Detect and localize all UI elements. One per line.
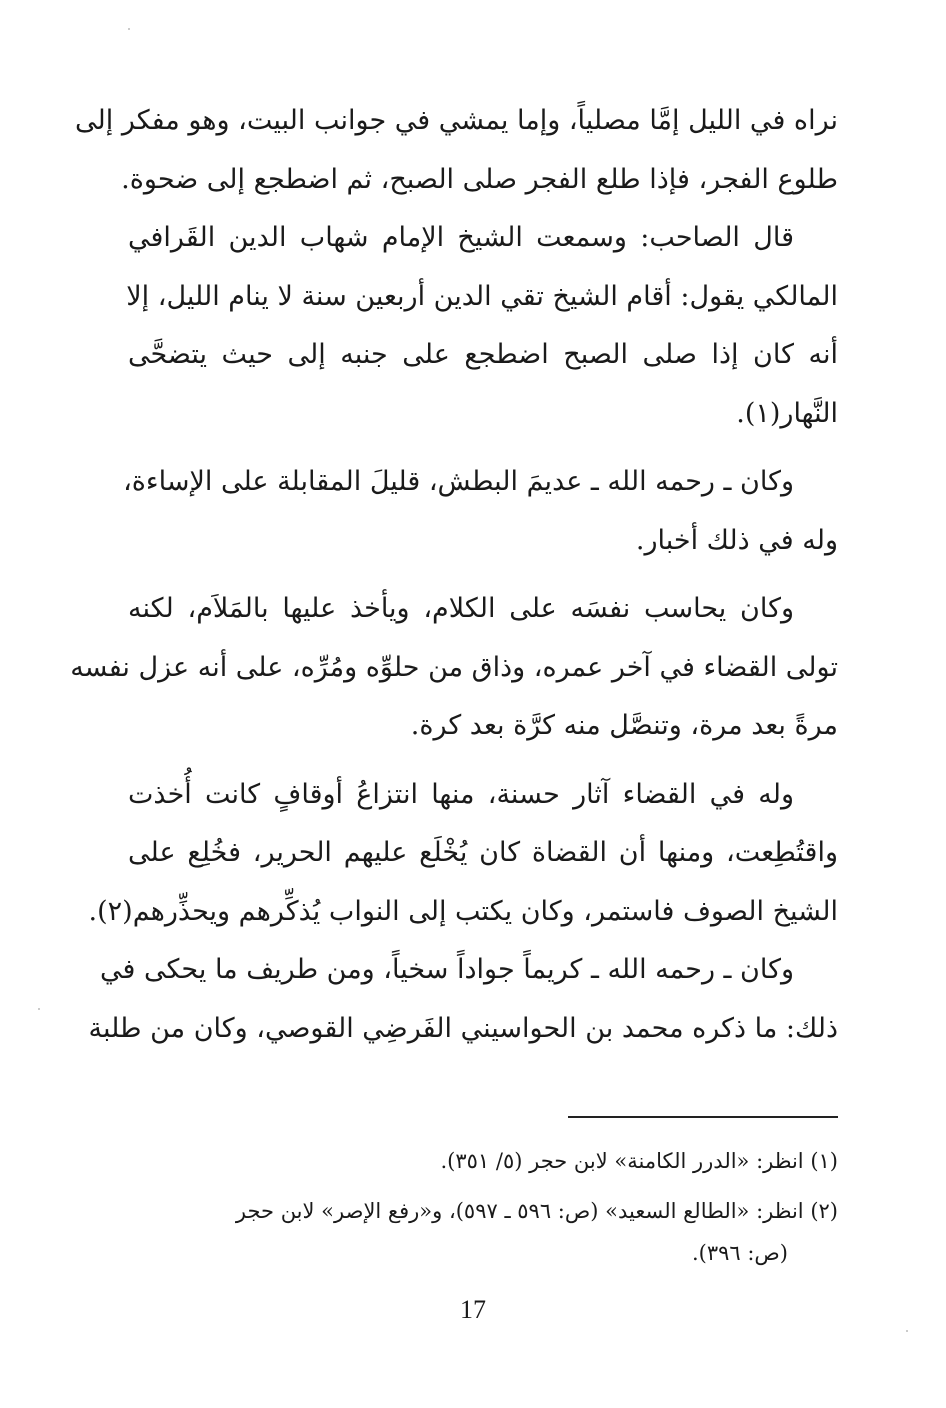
text-line: الشيخ الصوف فاستمر، وكان يكتب إلى النواب يُذكِّرهم ويحذِّرهم(٢). (88, 895, 838, 927)
footnotes (128, 1140, 838, 1274)
main-text (70, 92, 838, 1058)
text-line: وله في ذلك أخبار. (635, 524, 838, 556)
text-line: وله في القضاء آثار حسنة، منها انتزاعُ أوقافٍ كانت أُخذت (128, 778, 794, 810)
scan-speck (128, 28, 130, 30)
paragraph-6 (88, 941, 838, 1058)
page-number: 17 (460, 1295, 486, 1324)
paragraph-1 (75, 92, 838, 209)
paragraph-3 (123, 453, 838, 570)
footnote-2: (٢) انظر: «الطالع السعيد» (ص: ٥٩٦ ـ ٥٩٧)، و«رفع الإصر» لابن حجر (235, 1199, 838, 1223)
text-line: وكان ـ رحمه الله ـ كريماً جواداً سخياً، ومن طريف ما يحكى في (100, 954, 794, 985)
text-line: وكان يحاسب نفسَه على الكلام، ويأخذ عليها بالمَلاَم، لكنه (128, 593, 794, 624)
paragraph-2 (128, 209, 838, 443)
paragraph-4 (70, 580, 838, 756)
text-line: النَّهار(١). (736, 397, 838, 429)
text-line: أنه كان إذا صلى الصبح اضطجع على جنبه إلى حيث يتضحَّى (128, 339, 838, 370)
text-line: قال الصاحب: وسمعت الشيخ الإمام شهاب الدين القَرافي (128, 222, 794, 253)
text-line: تولى القضاء في آخر عمره، وذاق من حلوِّه ومُرِّه، على أنه عزل نفسه (70, 651, 838, 683)
scan-speck (906, 1330, 908, 1332)
footnote-separator (568, 1116, 838, 1118)
scan-speck (38, 1008, 40, 1010)
text-line: مرةً بعد مرة، وتنصَّل منه كرَّة بعد كرة. (410, 710, 838, 741)
footnote-1: (١) انظر: «الدرر الكامنة» لابن حجر (٥/ ٣٥١). (440, 1149, 838, 1173)
footnote-2-continuation: (ص: ٣٩٦). (691, 1241, 788, 1265)
text-line: ذلك: ما ذكره محمد بن الحواسيني الفَرضِي القوصي، وكان من طلبة (88, 1012, 838, 1044)
paragraph-5 (88, 766, 838, 942)
text-line: وكان ـ رحمه الله ـ عديمَ البطش، قليلَ المقابلة على الإساءة، (123, 466, 794, 497)
text-line: نراه في الليل إمَّا مصلياً، وإما يمشي في جوانب البيت، وهو مفكر إلى (75, 105, 838, 136)
text-line: طلوع الفجر، فإذا طلع الفجر صلى الصبح، ثم اضطجع إلى ضحوة. (121, 163, 838, 195)
text-line: المالكي يقول: أقام الشيخ تقي الدين أربعين سنة لا ينام الليل، إلا (126, 280, 838, 312)
text-line: واقتُطِعت، ومنها أن القضاة كان يُخْلَع عليهم الحرير، فخُلِع على (128, 837, 838, 868)
